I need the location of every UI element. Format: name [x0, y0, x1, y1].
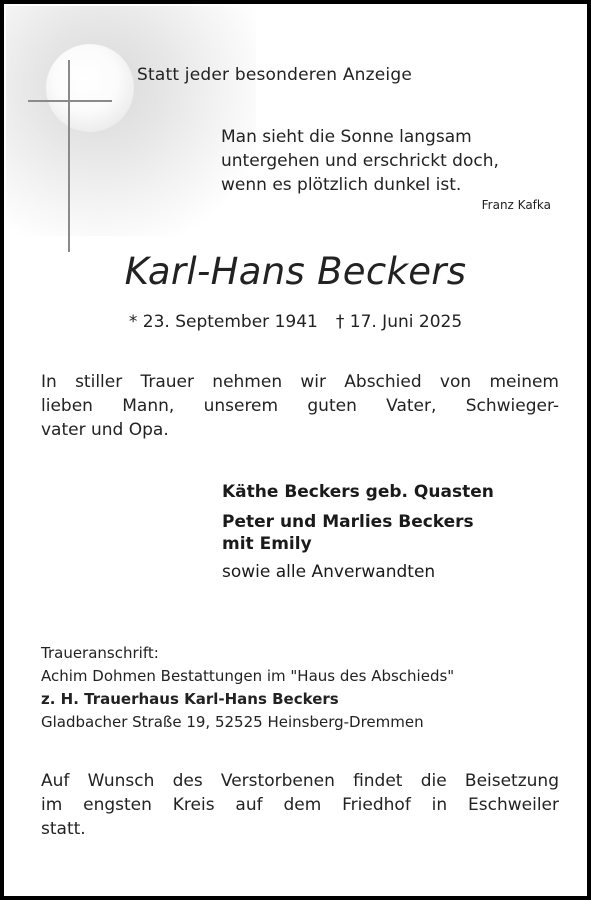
family-member: Käthe Beckers geb. Quasten — [222, 482, 494, 502]
address-label: Traueranschrift: — [41, 644, 159, 662]
quote — [221, 125, 561, 197]
family-member: Peter und Marlies Beckers — [222, 512, 474, 532]
message-line: In stiller Trauer nehmen wir Abschied von meinem — [41, 372, 559, 392]
note-line: Auf Wunsch des Verstorbenen findet die Beisetzung — [41, 771, 559, 791]
mourning-message — [41, 370, 559, 442]
birth-date: * 23. September 1941 — [128, 312, 318, 332]
notice-header: Statt jeder besonderen Anzeige — [137, 65, 412, 85]
burial-note — [41, 769, 559, 841]
mourning-address — [41, 642, 454, 734]
quote-line: untergehen und erschrickt doch, — [221, 151, 499, 171]
quote-author: Franz Kafka — [481, 198, 551, 212]
cross-icon-bar — [28, 100, 112, 102]
message-line: lieben Mann, unserem guten Vater, Schwieger- — [41, 396, 559, 416]
note-line: statt. — [41, 819, 86, 839]
message-line: vater und Opa. — [41, 420, 169, 440]
death-date: † 17. Juni 2025 — [335, 312, 463, 332]
family-relatives: sowie alle Anverwandten — [222, 562, 436, 582]
quote-line: wenn es plötzlich dunkel ist. — [221, 175, 462, 195]
address-line: z. H. Trauerhaus Karl-Hans Beckers — [41, 690, 339, 708]
family-member: mit Emily — [222, 534, 312, 554]
life-dates — [4, 312, 587, 332]
sun-icon — [46, 44, 134, 132]
deceased-name: Karl-Hans Beckers — [124, 250, 467, 293]
address-line: Gladbacher Straße 19, 52525 Heinsberg-Dremmen — [41, 713, 424, 731]
background-glow — [6, 6, 256, 236]
cross-icon — [68, 60, 70, 252]
note-line: im engsten Kreis auf dem Friedhof in Eschweiler — [41, 795, 559, 815]
address-line: Achim Dohmen Bestattungen im "Haus des Abschieds" — [41, 667, 455, 685]
quote-line: Man sieht die Sonne langsam — [221, 127, 472, 147]
